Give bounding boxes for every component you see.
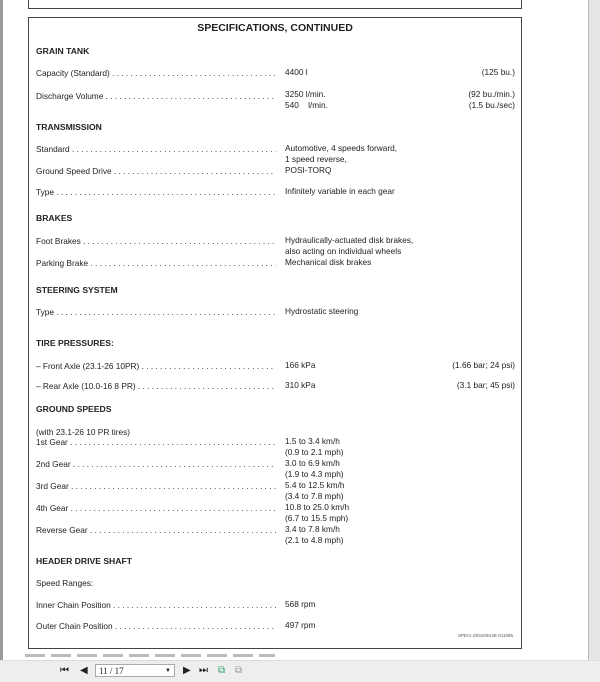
section-steering: STEERING SYSTEM: [36, 285, 118, 295]
tire-note: (with 23.1-26 10 PR tires): [36, 427, 131, 437]
alt-rear: (3.1 bar; 45 psi): [456, 380, 515, 390]
value-discharge-1: 3250 l/min.: [285, 89, 326, 99]
section-grain-tank: GRAIN TANK: [36, 46, 90, 56]
label-outer: Outer Chain Position . . .: [36, 621, 276, 631]
copy-page-icon[interactable]: ⧉: [235, 665, 243, 676]
mph-gear-4: (6.7 to 15.5 mph): [285, 513, 349, 523]
label-steer-type: Type . . .: [36, 307, 276, 317]
label-standard: Standard . . .: [36, 144, 276, 154]
label-trans-type: Type . . .: [36, 187, 276, 197]
label-discharge: Discharge Volume . . .: [36, 91, 276, 101]
last-page-icon[interactable]: ⏭: [199, 665, 208, 676]
value-parking: Mechanical disk brakes: [285, 257, 372, 267]
spec-box: [28, 17, 522, 649]
value-foot-2: also acting on individual wheels: [285, 246, 402, 256]
mph-gear-reverse: (2.1 to 4.8 mph): [285, 535, 344, 545]
alt-capacity: (125 bu.): [481, 67, 515, 77]
label-front: – Front Axle (23.1-26 10PR) . . .: [36, 361, 276, 371]
document-code: SPECI-Z03100S2E-011085: [458, 633, 513, 638]
kmh-gear-4: 10.8 to 25.0 km/h: [285, 502, 350, 512]
previous-box: [28, 0, 522, 9]
value-foot-1: Hydraulically-actuated disk brakes,: [285, 235, 414, 245]
page-title: SPECIFICATIONS, CONTINUED: [197, 22, 353, 34]
section-transmission: TRANSMISSION: [36, 122, 102, 132]
kmh-gear-3: 5.4 to 12.5 km/h: [285, 480, 345, 490]
first-page-icon[interactable]: ⏮: [60, 665, 69, 676]
next-page-icon[interactable]: ▶: [183, 665, 191, 676]
page-selector[interactable]: [95, 664, 175, 677]
alt-discharge-1: (92 bu./min.): [468, 89, 515, 99]
section-brakes: BRAKES: [36, 213, 73, 223]
section-tires: TIRE PRESSURES:: [36, 338, 114, 348]
value-steer-type: Hydrostatic steering: [285, 306, 359, 316]
label-gear-2: 2nd Gear . . .: [36, 459, 276, 469]
kmh-gear-2: 3.0 to 6.9 km/h: [285, 458, 340, 468]
cut-off-footer-text: [25, 654, 275, 657]
value-standard-1: Automotive, 4 speeds forward,: [285, 143, 398, 153]
section-ground-speeds: GROUND SPEEDS: [36, 404, 112, 414]
value-standard-2: 1 speed reverse,: [285, 154, 347, 164]
prev-page-icon[interactable]: ◀: [80, 665, 88, 676]
mph-gear-1: (0.9 to 2.1 mph): [285, 447, 344, 457]
label-inner: Inner Chain Position . . .: [36, 600, 276, 610]
left-border: [0, 0, 3, 660]
label-foot: Foot Brakes . . .: [36, 236, 276, 246]
alt-front: (1.66 bar; 24 psi): [452, 360, 515, 370]
value-capacity: 4400 l: [285, 67, 308, 77]
value-outer: 497 rpm: [285, 620, 316, 630]
value-discharge-2: 540 l/min.: [285, 100, 328, 110]
alt-discharge-2: (1.5 bu./sec): [468, 100, 515, 110]
label-gear-4: 4th Gear . . .: [36, 503, 276, 513]
kmh-gear-reverse: 3.4 to 7.8 km/h: [285, 524, 340, 534]
value-trans-type: Infinitely variable in each gear: [285, 186, 395, 196]
label-gear-3: 3rd Gear . . .: [36, 481, 276, 491]
value-inner: 568 rpm: [285, 599, 316, 609]
scrollbar[interactable]: [588, 0, 600, 660]
add-page-icon[interactable]: ⧉: [218, 665, 226, 676]
value-front: 166 kPa: [285, 360, 316, 370]
mph-gear-3: (3.4 to 7.8 mph): [285, 491, 344, 501]
section-header-drive: HEADER DRIVE SHAFT: [36, 556, 132, 566]
label-gear-1: 1st Gear . . .: [36, 437, 276, 447]
label-gear-reverse: Reverse Gear . . .: [36, 525, 276, 535]
kmh-gear-1: 1.5 to 3.4 km/h: [285, 436, 340, 446]
value-gsd: POSI-TORQ: [285, 165, 332, 175]
label-capacity: Capacity (Standard) . . .: [36, 68, 276, 78]
speed-ranges-label: Speed Ranges:: [36, 578, 94, 588]
label-rear: – Rear Axle (10.0-16 8 PR) . . .: [36, 381, 276, 391]
label-parking: Parking Brake . . .: [36, 258, 276, 268]
chevron-down-icon: ▼: [165, 668, 171, 674]
value-rear: 310 kPa: [285, 380, 316, 390]
label-gsd: Ground Speed Drive . . .: [36, 166, 276, 176]
page-number: 11 / 17: [99, 666, 124, 676]
pdf-toolbar: [0, 660, 600, 682]
mph-gear-2: (1.9 to 4.3 mph): [285, 469, 344, 479]
